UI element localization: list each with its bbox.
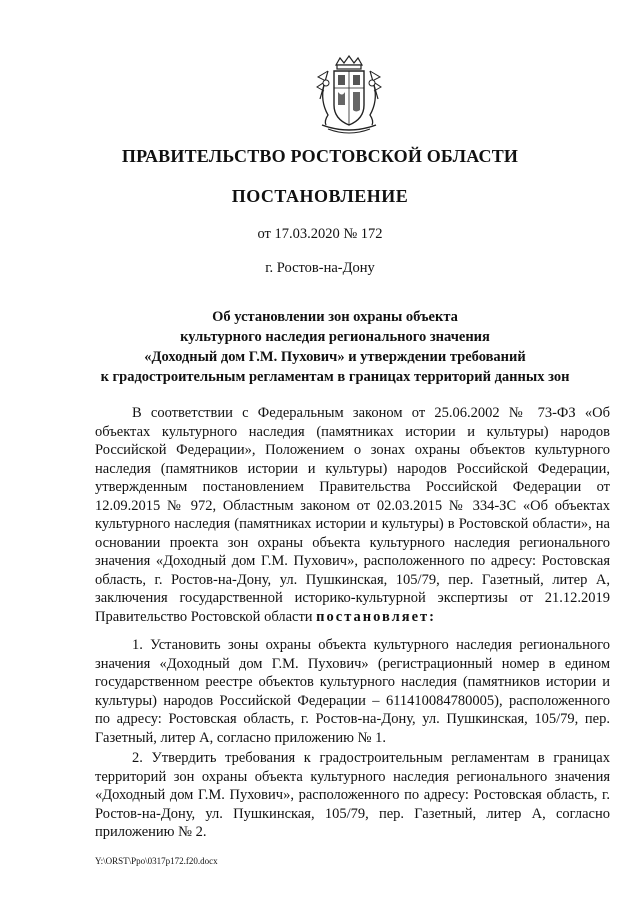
title-line: «Доходный дом Г.М. Пухович» и утверждении требований bbox=[144, 349, 526, 365]
document-date-number: от 17.03.2020 № 172 bbox=[257, 226, 383, 242]
document-type: ПОСТАНОВЛЕНИЕ bbox=[231, 186, 409, 206]
document-title bbox=[60, 307, 610, 387]
resolution-item-1-text: 1. Установить зоны охраны объекта культурного наследия регионального значения «Доходный дом Г.М. Пухович» (регистрационный номер в едином государственном реестре объектов культурного наследия (памятников истории и культуры) народов Российской Федерации – 611410084780005), расположенного по адресу: Ростовская область, г. Ростов-на-Дону, ул. Пушкинская, 105/79, пер. Газетный, литер А, согласно приложению № 1. bbox=[95, 637, 610, 746]
resolves-word: постановляет: bbox=[316, 608, 437, 625]
coat-of-arms-icon bbox=[314, 55, 384, 135]
title-line: к градостроительным регламентам в границах территорий данных зон bbox=[100, 369, 570, 385]
title-line: Об установлении зон охраны объекта bbox=[212, 309, 458, 325]
title-line: культурного наследия регионального значения bbox=[180, 329, 490, 345]
resolution-item-1 bbox=[95, 636, 610, 747]
resolution-item-2 bbox=[95, 749, 610, 842]
preamble-paragraph bbox=[95, 404, 610, 626]
resolution-item-2-text: 2. Утвердить требования к градостроительным регламентам в границах территорий зон охраны объекта культурного наследия регионального значения «Доходный дом Г.М. Пухович», расположенного по адресу: Ростовская область, г. Ростов-на-Дону, ул. Пушкинская, 105/79, пер. Газетный, литер А, согласно приложению № 2. bbox=[95, 750, 610, 840]
organization-name: ПРАВИТЕЛЬСТВО РОСТОВСКОЙ ОБЛАСТИ bbox=[121, 146, 519, 166]
file-path-footer: Y:\ORST\Ppo\0317p172.f20.docx bbox=[95, 856, 218, 866]
document-city: г. Ростов-на-Дону bbox=[265, 260, 375, 276]
preamble-text: В соответствии с Федеральным законом от 25.06.2002 № 73-ФЗ «Об объектах культурного наследия (памятниках истории и культуры) народов Российской Федерации», Положением о зонах охраны объектов культурного наследия (памятников истории и культуры) народов Российской Федерации, утвержденным постановлением Правительства Российской Федерации от 12.09.2015 № 972, Областным законом от 02.03.2015 № 334-ЗС «Об объектах культурного наследия (памятниках истории и культуры) в Ростовской области», на основании проекта зон охраны объекта культурного наследия регионального значения «Доходный дом Г.М. Пухович», расположенного по адресу: Ростовская область, г. Ростов-на-Дону, ул. Пушкинская, 105/79, пер. Газетный, литер А, заключения государственной историко-культурной экспертизы от 21.12.2019 Правительство Ростовской области bbox=[95, 405, 610, 625]
